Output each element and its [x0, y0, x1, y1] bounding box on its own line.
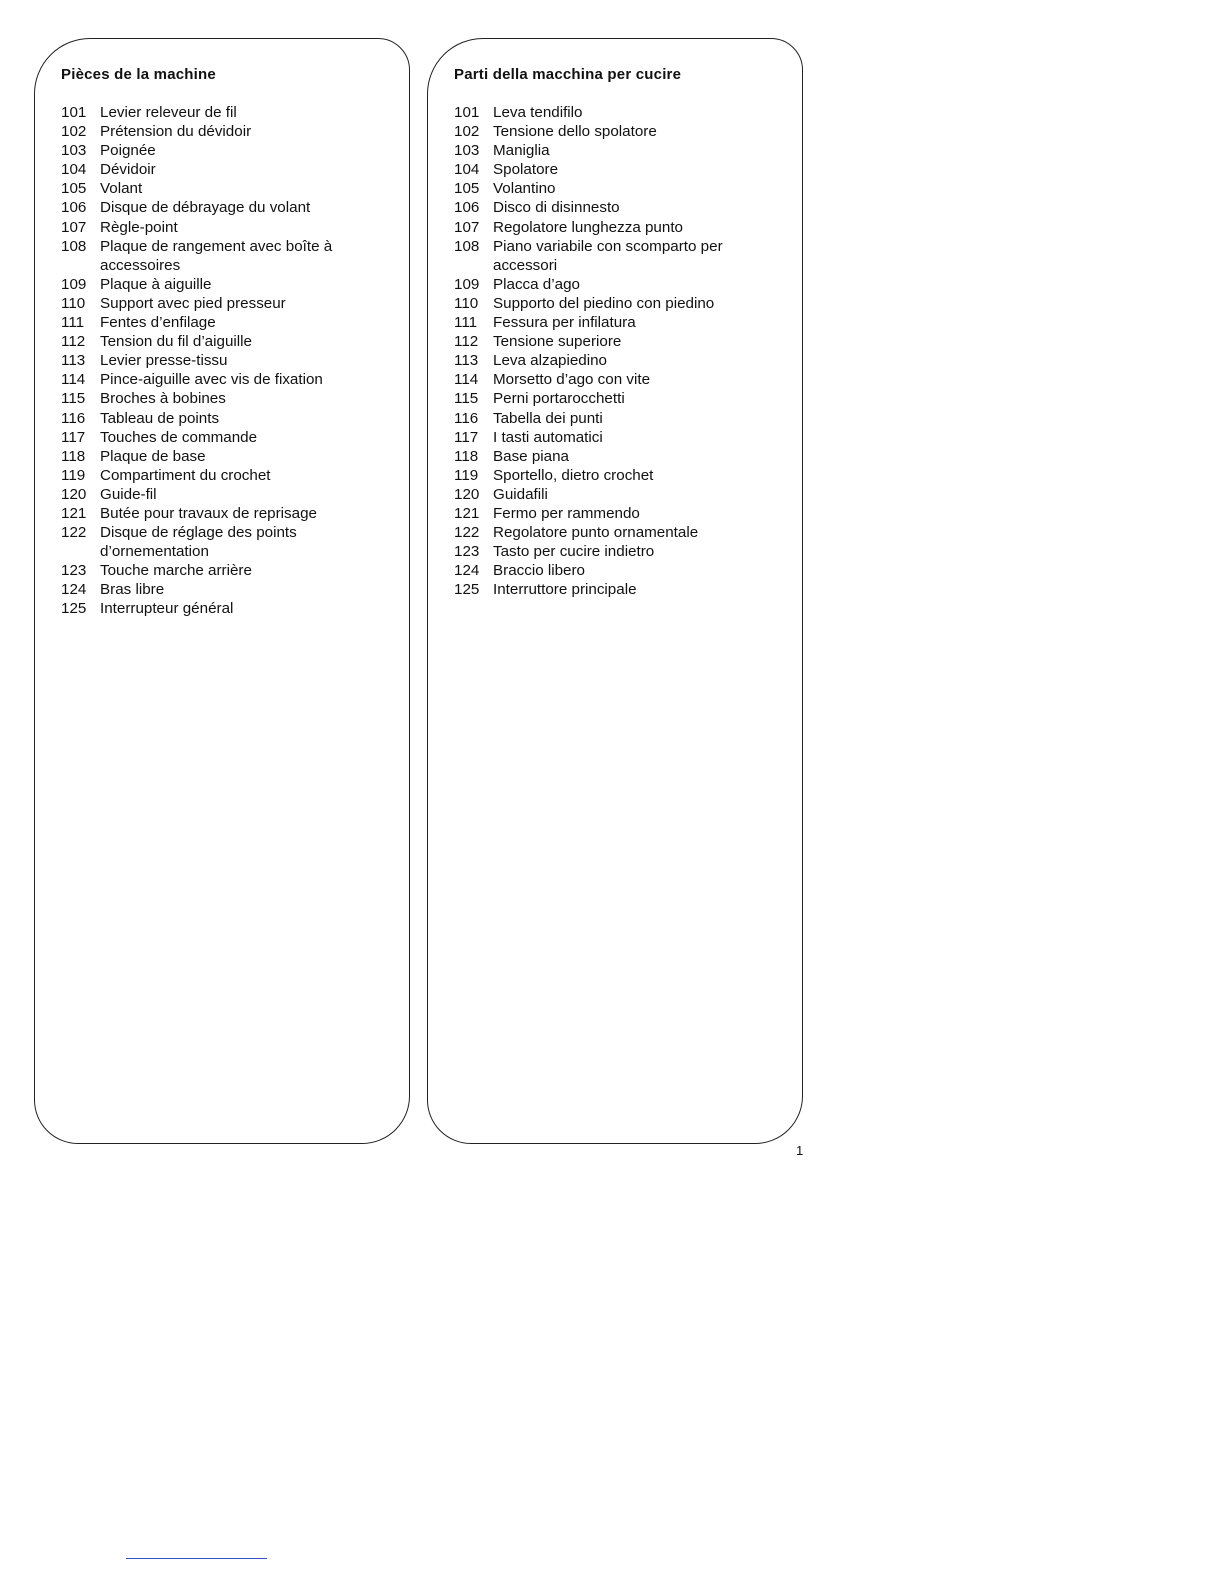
item-number: 125 [454, 581, 480, 599]
list-item [61, 122, 391, 141]
item-number: 119 [61, 466, 86, 484]
item-label: Piano variabile con scomparto per accessori [493, 237, 723, 274]
list-item [454, 523, 784, 542]
item-number: 103 [454, 142, 480, 160]
list-item [61, 447, 391, 466]
list-item [61, 409, 391, 428]
item-number: 111 [61, 314, 85, 332]
list-item [61, 275, 391, 294]
item-number: 110 [454, 294, 479, 312]
parts-list-french [61, 103, 391, 619]
list-item [454, 447, 784, 466]
item-number: 117 [454, 428, 479, 446]
item-number: 110 [61, 294, 86, 312]
list-item [61, 504, 391, 523]
list-item [61, 370, 391, 389]
item-label: Disque de débrayage du volant [100, 199, 311, 217]
list-item [454, 122, 784, 141]
item-number: 107 [61, 218, 87, 236]
list-item [454, 428, 784, 447]
parts-panel-italian [427, 38, 803, 1144]
item-label: Base piana [493, 447, 569, 465]
item-label: Fermo per rammendo [493, 504, 640, 522]
list-item [61, 466, 391, 485]
list-item [454, 103, 784, 122]
item-label: Placca d’ago [493, 275, 580, 293]
item-number: 118 [61, 447, 86, 465]
item-number: 120 [61, 485, 87, 503]
item-label: Plaque de rangement avec boîte à accessoires [100, 237, 333, 274]
list-item [454, 409, 784, 428]
item-number: 109 [454, 275, 480, 293]
list-item [61, 523, 391, 561]
list-item [454, 580, 784, 599]
item-label: Tensione superiore [493, 333, 622, 351]
item-label: Leva tendifilo [493, 104, 583, 121]
item-number: 105 [61, 180, 87, 198]
item-number: 108 [454, 237, 480, 255]
item-label: Poignée [100, 142, 156, 160]
list-item [61, 141, 391, 160]
panel-title-italian: Parti della macchina per cucire [454, 66, 682, 83]
item-label: I tasti automatici [493, 428, 603, 446]
list-item [61, 332, 391, 351]
item-label: Interruttore principale [493, 581, 637, 599]
list-item [454, 504, 784, 523]
item-label: Sportello, dietro crochet [493, 466, 654, 484]
item-number: 121 [61, 504, 87, 522]
list-item [454, 218, 784, 237]
item-label: Disco di disinnesto [493, 199, 620, 217]
item-label: Braccio libero [493, 562, 586, 580]
item-label: Touches de commande [100, 428, 258, 446]
item-number: 103 [61, 142, 87, 160]
list-item [454, 198, 784, 217]
item-label: Compartiment du crochet [100, 466, 271, 484]
item-label: Leva alzapiedino [493, 352, 607, 370]
item-number: 124 [61, 581, 87, 599]
item-number: 116 [61, 409, 86, 427]
item-number: 104 [61, 161, 87, 179]
item-label: Tableau de points [100, 409, 220, 427]
item-number: 101 [454, 104, 480, 121]
list-item [61, 103, 391, 122]
item-number: 122 [454, 524, 480, 542]
item-number: 112 [61, 333, 86, 351]
item-number: 115 [61, 390, 86, 408]
item-label: Plaque de base [100, 447, 206, 465]
item-number: 116 [454, 409, 479, 427]
list-item [454, 485, 784, 504]
item-label: Guide-fil [100, 485, 157, 503]
list-item [454, 313, 784, 332]
item-label: Règle-point [100, 218, 178, 236]
footer-rule [126, 1558, 267, 1559]
item-number: 107 [454, 218, 480, 236]
item-number: 106 [61, 199, 87, 217]
item-number: 123 [61, 562, 87, 580]
item-number: 105 [454, 180, 480, 198]
list-item [454, 561, 784, 580]
parts-panel-french [34, 38, 410, 1144]
item-label: Interrupteur général [100, 600, 234, 618]
list-item [454, 466, 784, 485]
list-item [454, 332, 784, 351]
item-number: 125 [61, 600, 87, 618]
item-number: 102 [61, 123, 87, 141]
panel-title-french: Pièces de la machine [61, 66, 216, 83]
item-number: 112 [454, 333, 479, 351]
item-label: Broches à bobines [100, 390, 226, 408]
item-label: Tasto per cucire indietro [493, 543, 655, 561]
item-label: Tabella dei punti [493, 409, 603, 427]
item-number: 108 [61, 237, 87, 255]
list-item [61, 428, 391, 447]
item-number: 115 [454, 390, 479, 408]
item-number: 104 [454, 161, 480, 179]
list-item [61, 237, 391, 275]
item-label: Volant [100, 180, 143, 198]
item-label: Dévidoir [100, 161, 156, 179]
item-number: 106 [454, 199, 480, 217]
item-label: Levier releveur de fil [100, 104, 237, 121]
list-item [61, 561, 391, 580]
item-number: 121 [454, 504, 480, 522]
item-label: Tension du fil d’aiguille [100, 333, 252, 351]
item-label: Spolatore [493, 161, 559, 179]
item-label: Bras libre [100, 581, 165, 599]
list-item [454, 179, 784, 198]
item-number: 111 [454, 314, 478, 332]
item-number: 113 [61, 352, 86, 370]
item-label: Fessura per infilatura [493, 314, 636, 332]
item-number: 114 [61, 371, 86, 389]
item-number: 102 [454, 123, 480, 141]
list-item [454, 160, 784, 179]
item-number: 101 [61, 104, 87, 121]
item-label: Support avec pied presseur [100, 294, 286, 312]
list-item [454, 275, 784, 294]
list-item [61, 599, 391, 618]
item-label: Morsetto d’ago con vite [493, 371, 651, 389]
item-number: 114 [454, 371, 479, 389]
list-item [61, 160, 391, 179]
list-item [454, 542, 784, 561]
item-label: Regolatore punto ornamentale [493, 524, 699, 542]
list-item [454, 370, 784, 389]
list-item [61, 485, 391, 504]
item-number: 118 [454, 447, 479, 465]
item-label: Prétension du dévidoir [100, 123, 252, 141]
item-label: Levier presse-tissu [100, 352, 228, 370]
list-item [61, 179, 391, 198]
item-number: 109 [61, 275, 87, 293]
item-label: Fentes d’enfilage [100, 314, 216, 332]
item-label: Maniglia [493, 142, 550, 160]
item-label: Plaque à aiguille [100, 275, 212, 293]
item-label: Touche marche arrière [100, 562, 252, 580]
item-label: Guidafili [493, 485, 548, 503]
list-item [454, 351, 784, 370]
item-label: Regolatore lunghezza punto [493, 218, 683, 236]
item-number: 117 [61, 428, 86, 446]
list-item [61, 294, 391, 313]
list-item [61, 313, 391, 332]
item-label: Perni portarocchetti [493, 390, 625, 408]
item-number: 120 [454, 485, 480, 503]
list-item [454, 237, 784, 275]
item-number: 124 [454, 562, 480, 580]
item-label: Disque de réglage des points d’ornementation [100, 524, 297, 561]
list-item [454, 389, 784, 408]
item-number: 122 [61, 524, 87, 542]
item-number: 119 [454, 466, 479, 484]
list-item [61, 580, 391, 599]
item-label: Butée pour travaux de reprisage [100, 504, 317, 522]
item-number: 113 [454, 352, 479, 370]
page-number: 1 [796, 1143, 804, 1158]
list-item [61, 198, 391, 217]
list-item [61, 389, 391, 408]
list-item [454, 294, 784, 313]
list-item [61, 351, 391, 370]
item-label: Supporto del piedino con piedino [493, 294, 715, 312]
list-item [61, 218, 391, 237]
item-label: Volantino [493, 180, 556, 198]
item-label: Pince-aiguille avec vis de fixation [100, 371, 323, 389]
parts-list-italian [454, 103, 784, 599]
list-item [454, 141, 784, 160]
item-number: 123 [454, 543, 480, 561]
item-label: Tensione dello spolatore [493, 123, 657, 141]
